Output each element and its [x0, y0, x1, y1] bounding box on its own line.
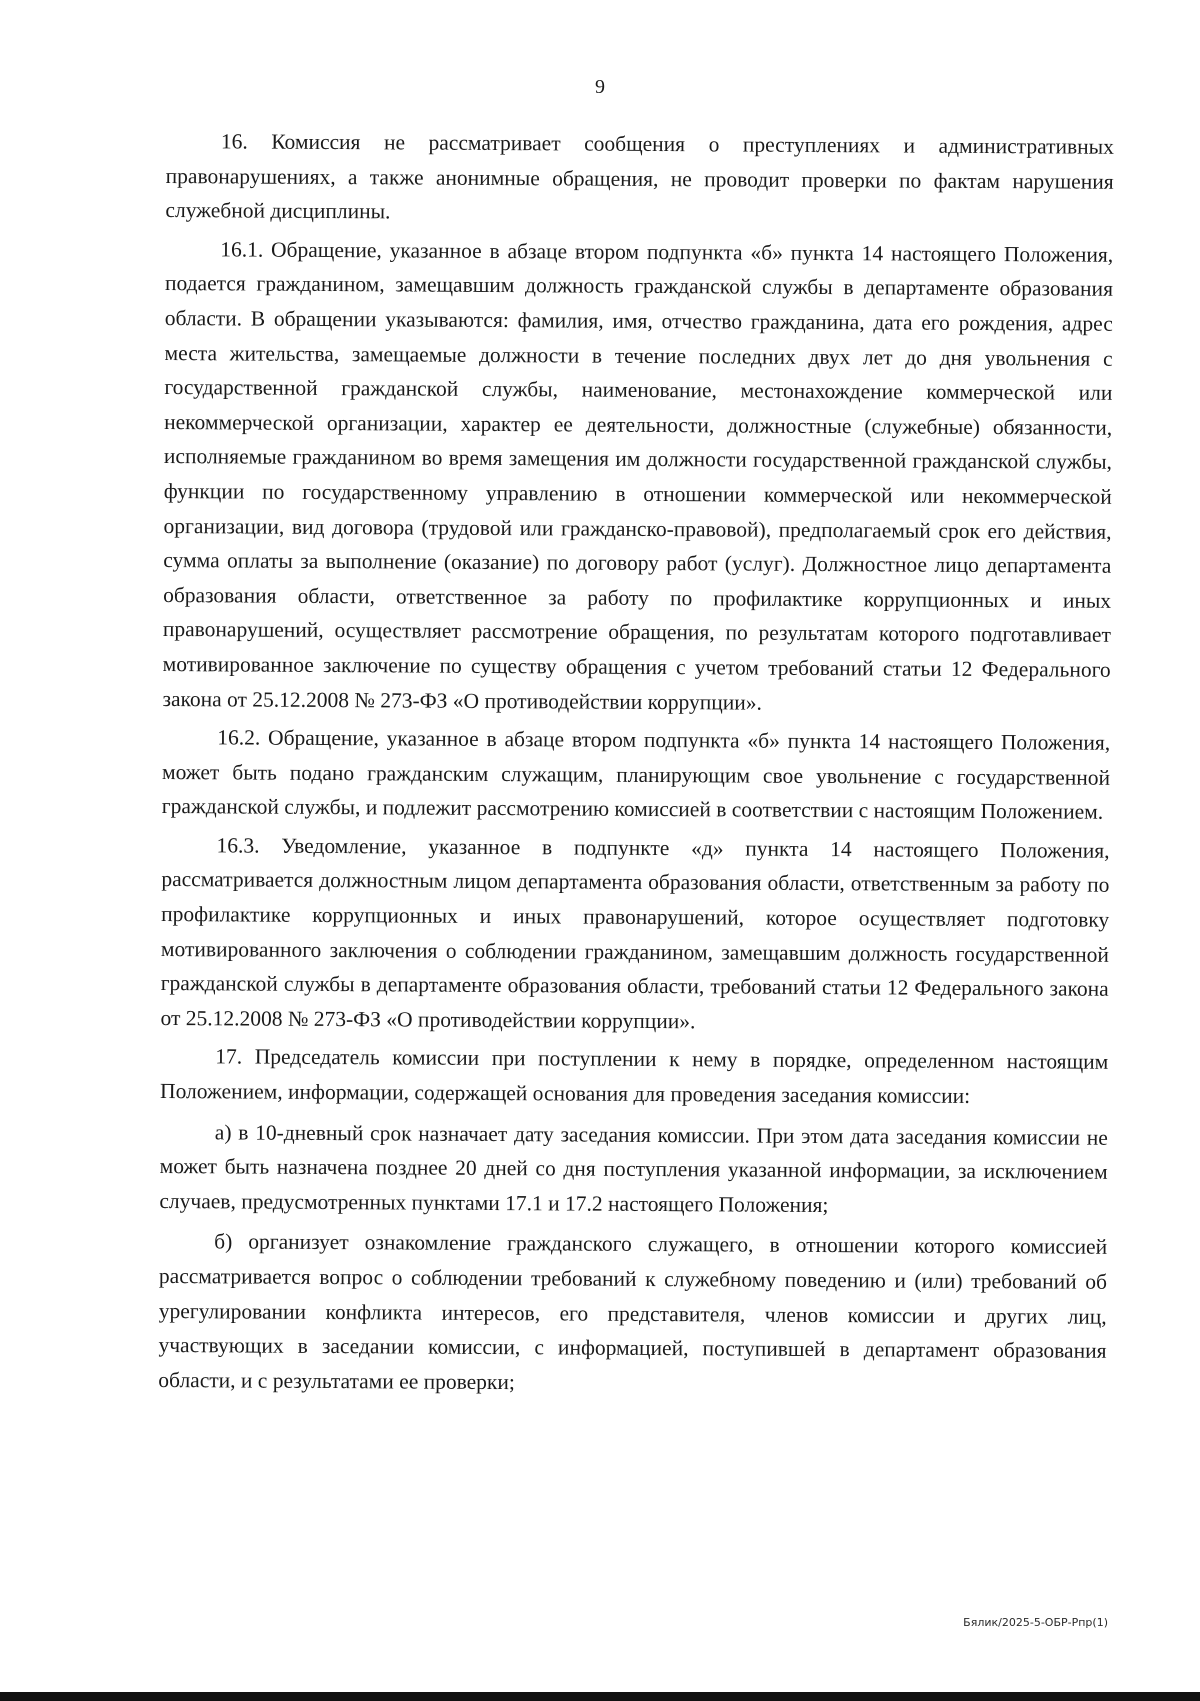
- paragraph-17: 17. Председатель комиссии при поступлении к нему в порядке, определенном настоящим Положением, информации, содержащей основания для проведения заседания комиссии:: [160, 1044, 1109, 1108]
- subparagraph-a: а) в 10-дневный срок назначает дату заседания комиссии. При этом дата заседания комиссии не может быть назначена позднее 20 дней со дня поступления указанной информации, за исключением случаев, предусмотренных пунктами 17.1 и 17.2 настоящего Положения;: [159, 1119, 1108, 1217]
- document-registration-code: Бялик/2025-5-ОБР-Рпр(1): [963, 1616, 1108, 1629]
- subparagraph-b: б) организует ознакомление гражданского служащего, в отношении которого комиссией рассматривается вопрос о соблюдении требований к служебному поведению и (или) требований об урегулировании конфликта интересов, его представителя, членов комиссии и других лиц, участвующих в заседании комиссии, с информацией, поступившей в департамент образования области, и с результатами ее проверки;: [158, 1229, 1108, 1394]
- page-number: 9: [595, 76, 605, 98]
- paragraph-16-2: 16.2. Обращение, указанное в абзаце втором подпункта «б» пункта 14 настоящего Положения, может быть подано гражданским служащим, планирующим свое увольнение с государственной гражданской службы, и подлежит рассмотрению комиссией в соответствии с настоящим Положением.: [161, 725, 1111, 825]
- paragraph-16: 16. Комиссия не рассматривает сообщения о преступлениях и административных правонарушениях, а также анонимные обращения, не проводит проверки по фактам нарушения служебной дисциплины.: [165, 129, 1114, 224]
- scan-bottom-edge: [0, 1692, 1200, 1701]
- paragraph-16-3: 16.3. Уведомление, указанное в подпункте «д» пункта 14 настоящего Положения, рассматривается должностным лицом департамента образования области, ответственным за работу по профилактике коррупционных и иных правонарушений, которое осуществляет подготовку мотивированного заключения о соблюдении гражданином, замещавшим должность государственной гражданской службы в департаменте образования области, требований статьи 12 Федерального закона от 25.12.2008 № 273-ФЗ «О противодействии коррупции».: [160, 833, 1110, 1034]
- document-body: [158, 124, 1114, 1409]
- paragraph-16-1: 16.1. Обращение, указанное в абзаце втором подпункта «б» пункта 14 настоящего Положения, подается гражданином, замещавшим должность гражданской службы в департаменте образования области. В обращении указываются: фамилия, имя, отчество гражданина, дата его рождения, адрес места жительства, замещаемые должности в течение последних двух лет до дня увольнения с государственной гражданской службы, наименование, местонахождение коммерческой или некоммерческой организации, характер ее деятельности, должностные (служебные) обязанности, исполняемые гражданином во время замещения им должности государственной гражданской службы, функции по государственному управлению в отношении коммерческой или некоммерческой организации, вид договора (трудовой или гражданско-правовой), предполагаемый срок его действия, сумма оплаты за выполнение (оказание) по договору работ (услуг). Должностное лицо департамента образования области, ответственное за работу по профилактике коррупционных и иных правонарушений, осуществляет рассмотрение обращения, по результатам которого подготавливает мотивированное заключение по существу обращения с учетом требований статьи 12 Федерального закона от 25.12.2008 № 273-ФЗ «О противодействии коррупции».: [162, 237, 1114, 715]
